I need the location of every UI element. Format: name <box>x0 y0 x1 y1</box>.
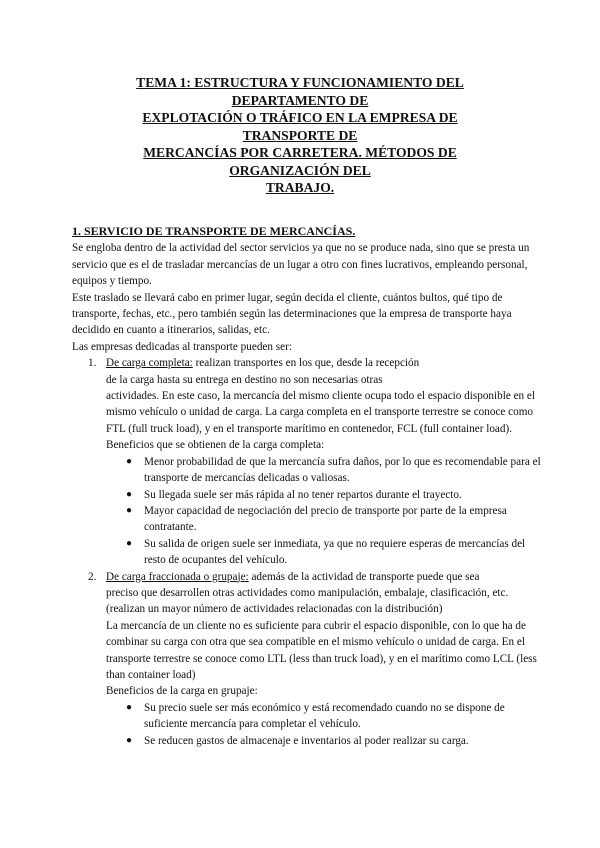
bullet-icon: ● <box>126 488 133 500</box>
title-line: DEPARTAMENTO DE <box>231 92 369 108</box>
title-line: TRABAJO. <box>265 180 335 195</box>
item-text: de la carga hasta su entrega en destino no son necesarias otras <box>106 373 383 386</box>
item-first-line <box>106 355 542 371</box>
bullet-list <box>106 700 542 749</box>
bullet-icon: ● <box>126 734 133 746</box>
title-line: EXPLOTACIÓN O TRÁFICO EN LA EMPRESA DE <box>142 110 458 125</box>
bullet-icon: ● <box>126 701 133 713</box>
bullet-item: ● Su precio suele ser más económico y está recomendado cuando no se dispone de suficiente mercancía para completar el vehículo. <box>126 701 505 731</box>
list-item-carga-completa <box>88 355 542 568</box>
bullet-icon: ● <box>126 455 133 467</box>
item-text: La mercancía de un cliente no es suficiente para cubrir el espacio disponible, con lo que ha de combinar su carga con otra que sea compatible en el mismo vehículo o unidad de carga. En el transporte terrestre se conoce como LTL (less than truck load), y en el marítimo como LCL (less than container load) <box>106 619 537 681</box>
title-line: TEMA 1: ESTRUCTURA Y FUNCIONAMIENTO DEL <box>136 75 464 90</box>
bullet-item: ● Se reducen gastos de almacenaje e inventarios al poder realizar su carga. <box>144 733 542 749</box>
title-line: MERCANCÍAS POR CARRETERA. MÉTODOS DE <box>143 145 457 160</box>
bullet-icon: ● <box>126 504 133 516</box>
item-text: preciso que desarrollen otras actividades como manipulación, embalaje, clasificación, etc.(realizan un mayor número de actividades relacionadas con la distribución) <box>106 586 509 616</box>
section-heading: 1. SERVICIO DE TRANSPORTE DE MERCANCÍAS. <box>72 224 356 238</box>
paragraph: Se engloba dentro de la actividad del sector servicios ya que no se produce nada, sino que se presta un servicio que es el de trasladar mercancías de un lugar a otro con fines lucrativos, empleando personal, equipos y tiempo. <box>72 242 530 288</box>
paragraph: Las empresas dedicadas al transporte pueden ser: <box>72 340 292 353</box>
item-first-line <box>106 569 542 585</box>
title-line: TRANSPORTE DE <box>242 127 358 143</box>
item-text: además de la actividad de transporte puede que sea <box>248 570 480 583</box>
bullet-item: ● Mayor capacidad de negociación del precio de transporte por parte de la empresa contratante. <box>126 504 507 534</box>
paragraph: Este traslado se llevará cabo en primer lugar, según decida el cliente, cuántos bultos, qué tipo de transporte, fechas, etc., pero también según las determinaciones que la empresa de transporte haya decidido en cuanto a itinerarios, salidas, etc. <box>72 291 512 337</box>
item-text: realizan transportes en los que, desde la recepción <box>192 357 420 370</box>
title-line: ORGANIZACIÓN DEL <box>229 162 371 178</box>
document-body <box>72 223 542 749</box>
item-lead: De carga completa: <box>106 357 193 370</box>
list-number: 1. <box>88 357 97 370</box>
item-text: actividades. En este caso, la mercancía del mismo cliente ocupa todo el espacio disponible en el mismo vehículo o unidad de carga. La carga completa en el transporte terrestre se conoce como FTL (full truck load), y en el transporte marítimo en contenedor, FCL (full container load). <box>106 390 536 435</box>
benefits-label: Beneficios de la carga en grupaje: <box>106 685 258 698</box>
benefits-label: Beneficios que se obtienen de la carga completa: <box>106 439 325 452</box>
numbered-list <box>72 355 542 749</box>
list-item-carga-fraccionada <box>88 569 542 749</box>
bullet-item: ● Su salida de origen suele ser inmediata, ya que no requiere esperas de mercancías del resto de ocupantes del vehículo. <box>126 537 526 567</box>
bullet-list <box>106 454 542 569</box>
bullet-icon: ● <box>126 537 133 549</box>
bullet-item: ● Menor probabilidad de que la mercancía sufra daños, por lo que es recomendable para el transporte de mercancías delicadas o valiosas. <box>126 455 541 485</box>
list-number: 2. <box>88 570 97 583</box>
document-title <box>0 74 600 197</box>
bullet-item: ● Su llegada suele ser más rápida al no tener repartos durante el trayecto. <box>144 487 542 503</box>
item-lead: De carga fraccionada o grupaje: <box>106 570 249 583</box>
